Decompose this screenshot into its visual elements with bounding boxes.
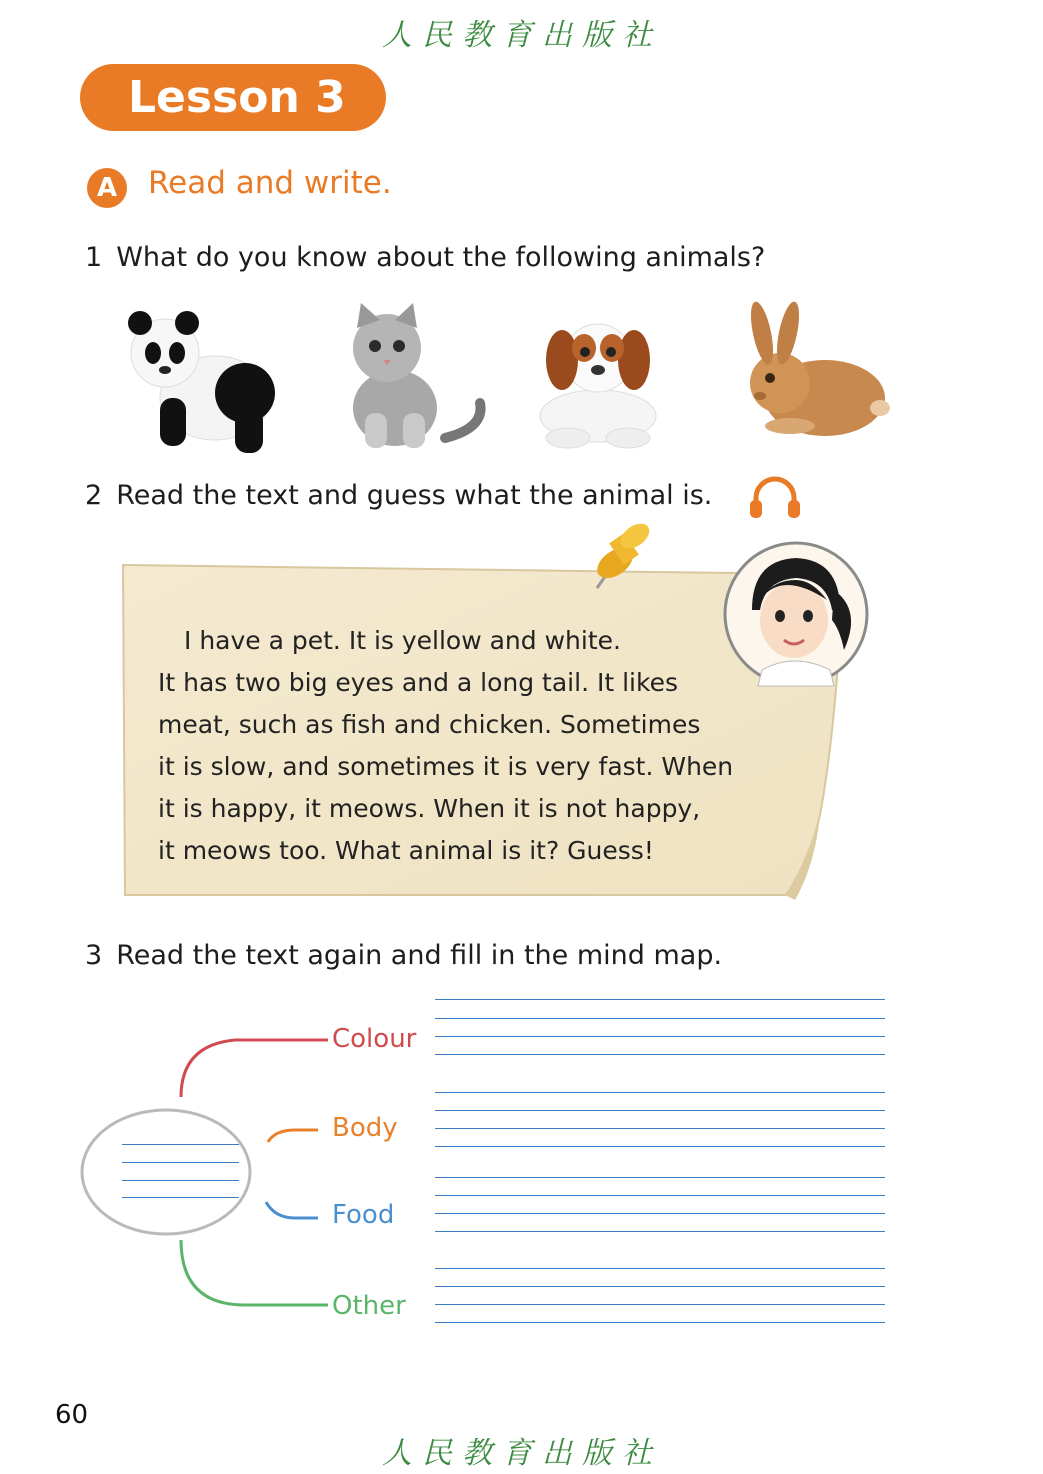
note-line: it meows too. What animal is it? Guess! [158, 836, 654, 865]
writing-line[interactable] [435, 999, 885, 1000]
center-oval [82, 1110, 250, 1234]
writing-line[interactable] [435, 1177, 885, 1178]
branch-colour-line [181, 1040, 328, 1097]
publisher-footer: 人民教育出版社 [382, 1436, 662, 1471]
writing-line[interactable] [435, 1018, 885, 1019]
panda-image [115, 298, 290, 458]
question-1-number: 1 [85, 242, 103, 273]
question-2-number: 2 [85, 480, 103, 511]
center-write-line[interactable] [122, 1162, 239, 1163]
lesson-title: Lesson 3 [80, 64, 386, 131]
branch-other-label: Other [332, 1291, 406, 1321]
branch-colour-label: Colour [332, 1024, 417, 1054]
center-write-line[interactable] [122, 1197, 239, 1198]
note-line: it is slow, and sometimes it is very fast. When [158, 752, 734, 781]
branch-body-label: Body [332, 1113, 398, 1143]
writing-line[interactable] [435, 1128, 885, 1129]
headphones-icon[interactable] [748, 476, 802, 520]
branch-body-line [268, 1130, 318, 1142]
page-number: 60 [55, 1400, 89, 1430]
publisher-header: 人民教育出版社 [382, 18, 662, 53]
rabbit-image [730, 298, 905, 458]
question-2 [85, 480, 712, 511]
writing-line[interactable] [435, 1054, 885, 1055]
branch-other-line [181, 1240, 328, 1305]
question-1-text: What do you know about the following animals? [116, 242, 766, 273]
center-write-line[interactable] [122, 1144, 239, 1145]
kitten-image [325, 298, 500, 458]
writing-line[interactable] [435, 1322, 885, 1323]
question-1 [85, 242, 765, 273]
writing-line[interactable] [435, 1286, 885, 1287]
question-3-text: Read the text again and fill in the mind map. [116, 940, 723, 971]
writing-line[interactable] [435, 1213, 885, 1214]
writing-line[interactable] [435, 1036, 885, 1037]
question-3-number: 3 [85, 940, 103, 971]
question-3 [85, 940, 722, 971]
writing-line[interactable] [435, 1110, 885, 1111]
pushpin-icon [585, 518, 655, 596]
branch-food-line [266, 1202, 318, 1218]
note-line: meat, such as fish and chicken. Sometimes [158, 710, 701, 739]
center-write-line[interactable] [122, 1180, 239, 1181]
section-title: Read and write. [148, 165, 392, 201]
section-letter-badge: A [87, 168, 127, 208]
branch-food-label: Food [332, 1200, 395, 1230]
mind-map [70, 1020, 340, 1320]
note-line: I have a pet. It is yellow and white. [184, 626, 621, 655]
writing-line[interactable] [435, 1146, 885, 1147]
note-text [158, 620, 758, 872]
writing-line[interactable] [435, 1304, 885, 1305]
writing-line[interactable] [435, 1092, 885, 1093]
puppy-image [528, 298, 703, 458]
question-2-text: Read the text and guess what the animal is. [116, 480, 713, 511]
writing-line[interactable] [435, 1231, 885, 1232]
note-line: It has two big eyes and a long tail. It likes [158, 668, 678, 697]
writing-line[interactable] [435, 1195, 885, 1196]
note-line: it is happy, it meows. When it is not happy, [158, 794, 701, 823]
writing-line[interactable] [435, 1268, 885, 1269]
